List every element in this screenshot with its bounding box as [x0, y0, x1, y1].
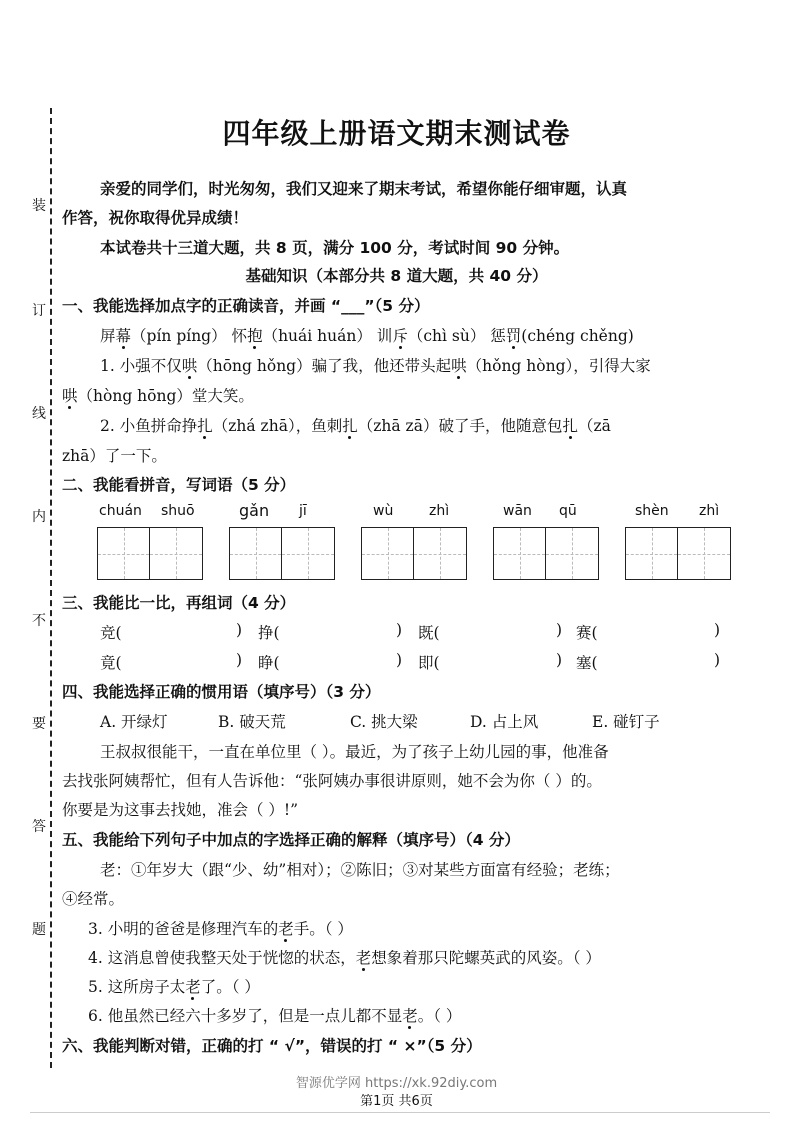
writing-boxes — [229, 527, 335, 580]
option: D. 占上风 — [470, 713, 539, 731]
pinyin-label: chuán — [99, 503, 142, 519]
q5-sentence — [88, 1004, 788, 1026]
dotted-char: 老 — [355, 949, 372, 967]
text: 想象着那只陀螺英武的风姿。（ ） — [371, 949, 601, 967]
word-text: 惩 — [490, 327, 506, 345]
writing-box[interactable] — [150, 527, 203, 580]
q1-sentence-1 — [100, 354, 793, 376]
text: （hōng hǒng）骗了我，他还带头起 — [197, 357, 452, 375]
writing-boxes — [625, 527, 731, 580]
margin-char: 装 — [32, 198, 46, 214]
pinyin-choice: （huái huán） — [262, 327, 372, 345]
q5-sentence — [88, 917, 788, 939]
dotted-char: 哄 — [62, 387, 78, 405]
dotted-char: 罚 — [505, 327, 522, 345]
q5-definition: ④经常。 — [62, 890, 125, 908]
text: （hòng hōng）堂大笑。 — [77, 387, 254, 405]
text: 了。（ ） — [200, 978, 260, 996]
margin-char: 不 — [32, 613, 46, 629]
margin-char: 要 — [32, 716, 46, 732]
compare-char: 塞( — [576, 654, 598, 672]
dotted-char: 抱 — [247, 327, 263, 345]
text: 1. 小强不仅 — [100, 357, 182, 375]
writing-box[interactable] — [361, 527, 414, 580]
blank-close: ) — [396, 651, 403, 669]
writing-box[interactable] — [97, 527, 150, 580]
intro-line: 本试卷共十三道大题，共 8 页，满分 100 分，考试时间 90 分钟。 — [100, 239, 570, 257]
question-2-title: 二、我能看拼音，写词语（5 分） — [62, 476, 296, 494]
page-title: 四年级上册语文期末测试卷 — [222, 117, 571, 150]
question-5-title: 五、我能给下列句子中加点的字选择正确的解释（填序号）（4 分） — [62, 831, 520, 849]
dotted-char: 扎 — [197, 417, 213, 435]
writing-box[interactable] — [546, 527, 599, 580]
text: 3. 小明的爸爸是修理汽车的 — [88, 920, 279, 938]
blank-close: ) — [236, 621, 243, 639]
compare-char: 赛( — [576, 624, 598, 642]
margin-char: 题 — [32, 922, 46, 938]
compare-char: 既( — [418, 624, 440, 642]
pinyin-label: shèn — [635, 503, 669, 519]
option: B. 破天荒 — [218, 713, 286, 731]
text: 5. 这所房子太 — [88, 978, 186, 996]
dotted-char: 哄 — [181, 357, 198, 375]
q1-sentence-2-cont: zhā）了一下。 — [62, 447, 167, 465]
blank-close: ) — [236, 651, 243, 669]
margin-char: 内 — [32, 509, 46, 525]
pinyin-label: wù — [373, 503, 394, 519]
q1-word-row — [100, 324, 793, 346]
pinyin-label: jī — [299, 503, 307, 519]
text: （hǒng hòng），引得大家 — [466, 357, 651, 375]
dotted-char: 扎 — [342, 417, 358, 435]
pinyin-label: qū — [559, 503, 577, 519]
q5-sentence — [88, 975, 788, 997]
dotted-char: 老 — [278, 920, 294, 938]
dotted-char: 幕 — [115, 327, 132, 345]
pinyin-label: gǎn — [239, 501, 270, 520]
q4-paragraph: 你要是为这事去找她，准会（ ）!” — [62, 801, 299, 819]
blank-close: ) — [556, 651, 563, 669]
q5-sentence — [88, 946, 788, 968]
text: （zā — [577, 417, 611, 435]
option: E. 碰钉子 — [592, 713, 660, 731]
margin-char: 订 — [32, 303, 46, 319]
text: 。（ ） — [417, 1007, 462, 1025]
pinyin-choice: （chì sù） — [407, 327, 486, 345]
watermark: 智源优学网 https://xk.92diy.com — [295, 1076, 498, 1091]
intro-line: 亲爱的同学们，时光匆匆，我们又迎来了期末考试，希望你能仔细审题，认真 — [100, 180, 628, 198]
pinyin-choice: （pín píng） — [131, 327, 227, 345]
pinyin-label: zhì — [699, 503, 720, 519]
blank-close: ) — [396, 621, 403, 639]
writing-box[interactable] — [493, 527, 546, 580]
text: 6. 他虽然已经六十多岁了，但是一点儿都不显 — [88, 1007, 403, 1025]
writing-boxes — [493, 527, 599, 580]
text: （zhā zā）破了手，他随意包 — [357, 417, 563, 435]
dotted-char: 老 — [402, 1007, 418, 1025]
option: A. 开绿灯 — [100, 713, 168, 731]
compare-char: 挣( — [258, 624, 280, 642]
q1-sentence-2 — [100, 414, 793, 436]
footer-divider — [30, 1112, 770, 1113]
dotted-char: 哄 — [451, 357, 467, 375]
page-footer: 第1页 共6页 — [360, 1094, 433, 1109]
intro-line: 作答，祝你取得优异成绩！ — [62, 209, 249, 227]
margin-char: 线 — [32, 406, 46, 422]
binding-dashed-line — [50, 108, 52, 1068]
text: 手。（ ） — [293, 920, 353, 938]
writing-box[interactable] — [414, 527, 467, 580]
writing-box[interactable] — [678, 527, 731, 580]
word-text: 屏 — [100, 327, 116, 345]
pinyin-label: zhì — [429, 503, 450, 519]
q4-paragraph: 去找张阿姨帮忙，但有人告诉他：“张阿姨办事很讲原则，她不会为你（ ）的。 — [62, 772, 602, 790]
question-3-title: 三、我能比一比，再组词（4 分） — [62, 594, 296, 612]
dotted-char: 老 — [185, 978, 201, 996]
text: 2. 小鱼拼命挣 — [100, 417, 198, 435]
dotted-char: 斥 — [392, 327, 408, 345]
writing-box[interactable] — [282, 527, 335, 580]
margin-char: 答 — [32, 819, 46, 835]
compare-char: 竞( — [100, 624, 122, 642]
writing-boxes — [97, 527, 203, 580]
dotted-char: 扎 — [562, 417, 578, 435]
text: 4. 这消息曾使我整天处于恍惚的状态， — [88, 949, 356, 967]
question-1-title: 一、我能选择加点字的正确读音，并画 “___”（5 分） — [62, 297, 430, 315]
compare-char: 即( — [418, 654, 440, 672]
option: C. 挑大梁 — [350, 713, 418, 731]
blank-close: ) — [714, 651, 721, 669]
question-6-title: 六、我能判断对错，正确的打 “ √”，错误的打 “ ×”（5 分） — [62, 1037, 482, 1055]
compare-char: 睁( — [258, 654, 280, 672]
writing-boxes — [361, 527, 467, 580]
pinyin-label: wān — [503, 503, 532, 519]
blank-close: ) — [556, 621, 563, 639]
q4-paragraph: 王叔叔很能干，一直在单位里（ ）。最近，为了孩子上幼儿园的事，他准备 — [100, 743, 609, 761]
question-4-title: 四、我能选择正确的惯用语（填序号）（3 分） — [62, 683, 381, 701]
word-text: 训 — [376, 327, 393, 345]
writing-box[interactable] — [625, 527, 678, 580]
q1-sentence-1-cont — [62, 384, 762, 406]
pinyin-choice: (chéng chěng) — [521, 327, 634, 345]
section-header: 基础知识（本部分共 8 道大题，共 40 分） — [245, 267, 548, 285]
blank-close: ) — [714, 621, 721, 639]
word-text: 怀 — [231, 327, 248, 345]
q5-definition: 老：①年岁大（跟“少、幼”相对）；②陈旧；③对某些方面富有经验；老练； — [100, 861, 620, 879]
pinyin-label: shuō — [161, 503, 195, 519]
compare-char: 竟( — [100, 654, 122, 672]
writing-box[interactable] — [229, 527, 282, 580]
text: （zhá zhā），鱼刺 — [212, 417, 343, 435]
